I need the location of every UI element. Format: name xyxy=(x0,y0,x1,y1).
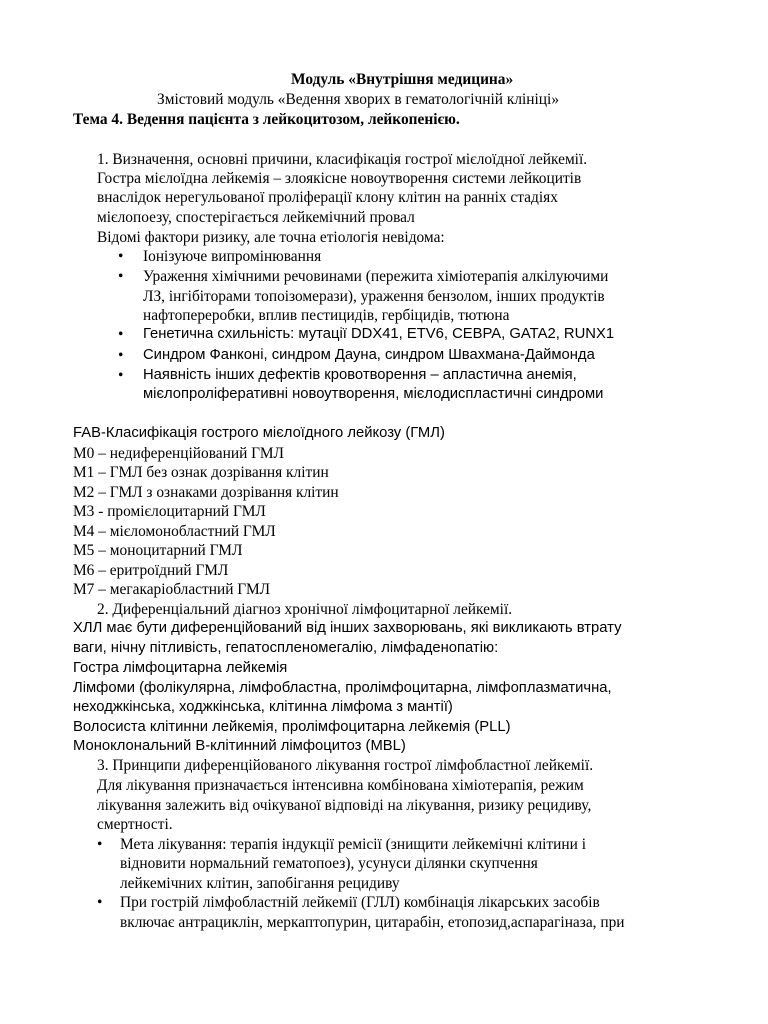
risk-bullet: Наявність інших дефектів кровотворення – апластична анемія, xyxy=(143,367,577,383)
risk-intro: Відомі фактори ризику, але точна етіологія невідома: xyxy=(97,229,445,246)
section3-bullet: Мета лікування: терапія індукції ремісії (знищити лейкемічні клітини і xyxy=(120,836,586,853)
section3-bullet-cont: лейкемічних клітин, запобігання рецидиву xyxy=(120,875,400,892)
bullet-icon: • xyxy=(118,268,124,285)
bullet-icon: • xyxy=(118,347,124,364)
section1-definition-line: внаслідок нерегульованої проліферації клону клітин на ранніх стадіях xyxy=(97,189,558,206)
section2-line: ХЛЛ має бути диференційований від інших захворювань, які викликають втрату xyxy=(73,620,622,636)
fab-item: М1 – ГМЛ без ознак дозрівання клітин xyxy=(73,464,329,481)
section1-definition-line: Гостра мієлоїдна лейкемія – злоякісне новоутворення системи лейкоцитів xyxy=(97,170,582,187)
section2-line: Волосиста клітинни лейкемія, пролімфоцитарна лейкемія (PLL) xyxy=(73,719,511,735)
section2-line: Лімфоми (фолікулярна, лімфобластна, пролімфоцитарна, лімфоплазматична, xyxy=(73,680,612,696)
section3-heading: 3. Принципи диференційованого лікування гострої лімфобластної лейкемії. xyxy=(97,757,594,774)
fab-item: М4 – мієломонобластний ГМЛ xyxy=(73,523,276,540)
section2-line: Гостра лімфоцитарна лейкемія xyxy=(73,660,288,676)
module-title: Модуль «Внутрішня медицина» xyxy=(291,71,514,88)
fab-item: М7 – мегакаріобластний ГМЛ xyxy=(73,581,271,598)
section3-bullet: При гострій лімфобластній лейкемії (ГЛЛ) комбінація лікарських засобів xyxy=(120,894,600,911)
fab-item: М3 - промієлоцитарний ГМЛ xyxy=(73,503,266,520)
risk-bullet: Синдром Фанконі, синдром Дауна, синдром Швахмана-Даймонда xyxy=(143,347,595,363)
section3-bullet-cont: включає антрациклін, меркаптопурин, цитарабін, етопозид,аспарагіназа, при xyxy=(120,914,625,931)
risk-bullet: Генетична схильність: мутації DDX41, ETV6, CEBPA, GATA2, RUNX1 xyxy=(143,326,615,342)
fab-item: М6 – еритроїдний ГМЛ xyxy=(73,562,229,579)
fab-item: М0 – недиференційований ГМЛ xyxy=(73,445,284,462)
section3-bullet-cont: відновити нормальний гематопоез), усунуси ділянки скупчення xyxy=(120,855,538,872)
fab-title: FAB-Класифікація гострого мієлоїдного лейкозу (ГМЛ) xyxy=(73,425,445,441)
section3-intro-line: лікування залежить від очікуваної відповіді на лікування, ризику рецидиву, xyxy=(97,797,592,814)
submodule-title: Змістовий модуль «Ведення хворих в гематологічній клініці» xyxy=(157,91,560,108)
fab-item: М2 – ГМЛ з ознаками дозрівання клітин xyxy=(73,484,339,501)
section2-line: ваги, нічну пітливість, гепатоспленомегалію, лімфаденопатію: xyxy=(73,640,499,656)
section2-heading: 2. Диференціальний діагноз хронічної лімфоцитарної лейкемії. xyxy=(97,601,513,618)
section3-intro-line: смертності. xyxy=(97,816,173,833)
section2-line: Моноклональний В-клітинний лімфоцитоз (MBL) xyxy=(73,738,406,754)
risk-bullet-cont: нафтопереробки, вплив пестицидів, гербіцидів, тютюна xyxy=(143,307,510,324)
bullet-icon: • xyxy=(118,248,124,265)
risk-bullet: Іонізуюче випромінювання xyxy=(143,248,322,265)
bullet-icon: • xyxy=(97,894,103,911)
risk-bullet-cont: мієлопроліферативні новоутворення, мієлодиспластичні синдроми xyxy=(143,386,604,402)
section1-heading: 1. Визначення, основні причини, класифікація гострої мієлоїдної лейкемії. xyxy=(97,151,588,168)
bullet-icon: • xyxy=(118,326,124,343)
section3-intro-line: Для лікування призначається інтенсивна комбінована хіміотерапія, режим xyxy=(97,777,584,794)
topic-title: Тема 4. Ведення пацієнта з лейкоцитозом, лейкопенією. xyxy=(73,111,460,128)
section1-definition-line: мієлопоезу, спостерігається лейкемічний провал xyxy=(97,209,415,226)
risk-bullet-cont: ЛЗ, інгібіторами топоізомерази), ураження бензолом, інших продуктів xyxy=(143,288,605,305)
risk-bullet: Ураження хімічними речовинами (пережита хіміотерапія алкілуючими xyxy=(143,268,609,285)
bullet-icon: • xyxy=(118,367,124,384)
bullet-icon: • xyxy=(97,836,103,853)
fab-item: М5 – моноцитарний ГМЛ xyxy=(73,542,243,559)
section2-line: неходжкінська, ходжкінська, клітинна лімфома з мантії) xyxy=(73,699,453,715)
